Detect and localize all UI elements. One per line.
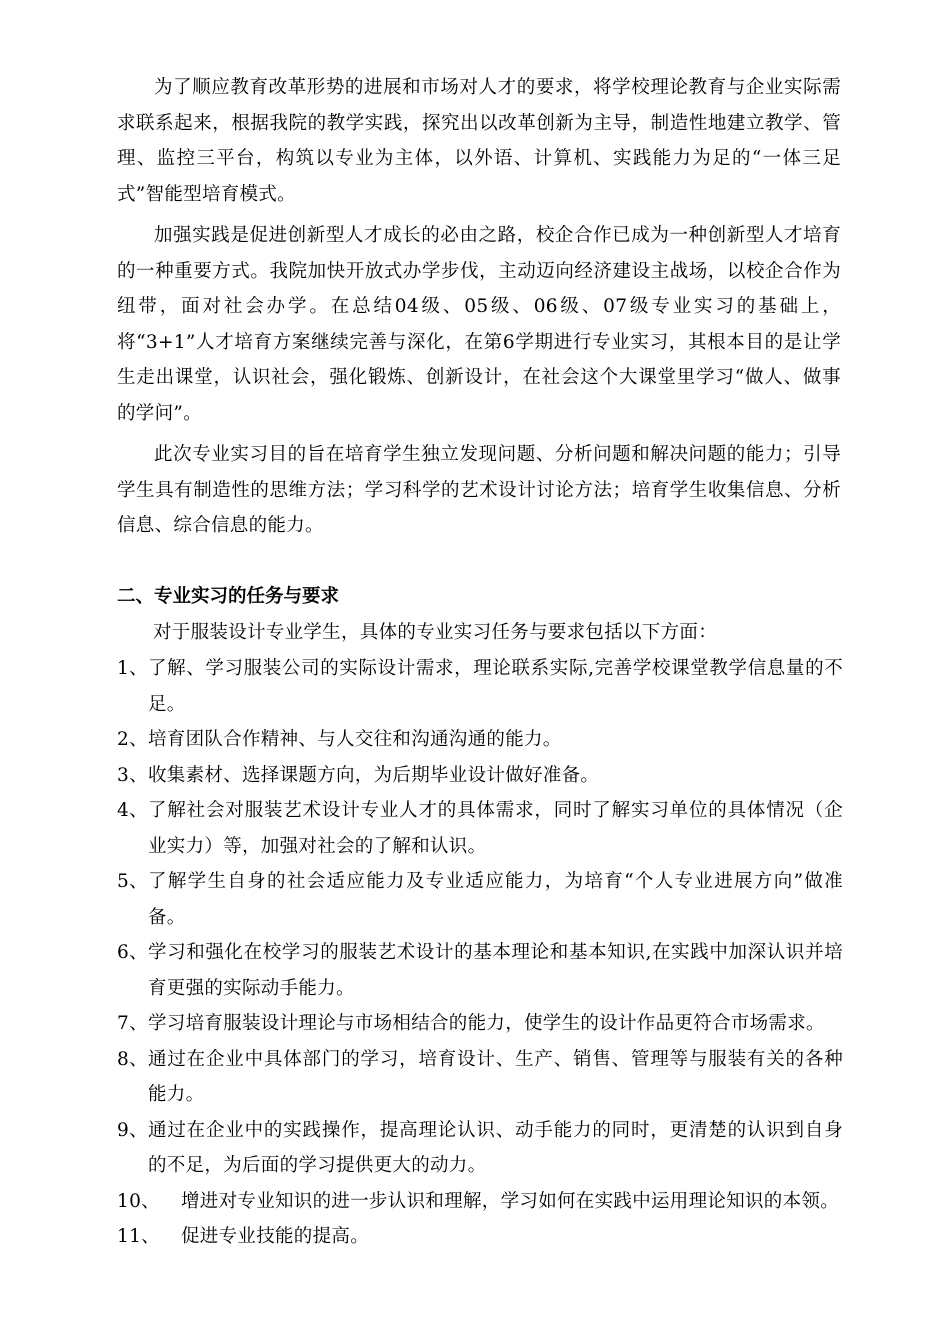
list-item-text: 培育团队合作精神、与人交往和沟通沟通的能力。 bbox=[148, 729, 562, 750]
list-item-number: 1、 bbox=[117, 658, 148, 679]
list-item bbox=[117, 1042, 843, 1113]
list-item-number: 6、 bbox=[117, 942, 148, 963]
list-item bbox=[117, 935, 843, 1006]
list-item-number: 2、 bbox=[117, 729, 148, 750]
list-item-text: 学习培育服装设计理论与市场相结合的能力，使学生的设计作品更符合市场需求。 bbox=[148, 1013, 825, 1034]
section-heading-tasks: 二、专业实习的任务与要求 bbox=[117, 586, 340, 607]
list-item-text: 了解、学习服装公司的实际设计需求，理论联系实际,完善学校课堂教学信息量的不足。 bbox=[148, 658, 843, 715]
list-item-text: 学习和强化在校学习的服装艺术设计的基本理论和基本知识,在实践中加深认识并培育更强的实际动手能力。 bbox=[148, 942, 843, 999]
list-item-number: 10、 bbox=[117, 1190, 160, 1212]
paragraph-intro-reform: 为了顺应教育改革形势的进展和市场对人才的要求，将学校理论教育与企业实际需求联系起来，根据我院的教学实践，探究出以改革创新为主导，制造性地建立教学、管理、监控三平台，构筑以专业为主体，以外语、计算机、实践能力为足的“一体三足式”智能型培育模式。 bbox=[117, 77, 841, 205]
list-item-number: 8、 bbox=[117, 1048, 148, 1070]
list-item bbox=[117, 1113, 843, 1184]
list-item-text: 增进对专业知识的进一步认识和理解，学习如何在实践中运用理论知识的本领。 bbox=[181, 1190, 840, 1212]
list-item-number: 4、 bbox=[117, 800, 148, 821]
list-item-text: 收集素材、选择课题方向，为后期毕业设计做好准备。 bbox=[148, 764, 600, 786]
list-item-number: 9、 bbox=[117, 1119, 148, 1141]
list-item-text: 通过在企业中的实践操作，提高理论认识、动手能力的同时，更清楚的认识到自身的不足，为后面的学习提供更大的动力。 bbox=[148, 1119, 843, 1176]
section-intro: 对于服装设计专业学生，具体的专业实习任务与要求包括以下方面： bbox=[153, 622, 718, 643]
list-item bbox=[117, 1184, 843, 1220]
list-item-number: 3、 bbox=[117, 764, 148, 786]
list-item bbox=[117, 758, 843, 794]
list-item-number: 5、 bbox=[117, 871, 148, 892]
list-item bbox=[117, 864, 843, 935]
list-item-text: 了解社会对服装艺术设计专业人才的具体需求，同时了解实习单位的具体情况（企业实力）等，加强对社会的了解和认识。 bbox=[148, 800, 843, 857]
list-item bbox=[117, 793, 843, 864]
list-item-text: 促进专业技能的提高。 bbox=[181, 1226, 370, 1247]
list-item-number: 7、 bbox=[117, 1013, 148, 1034]
paragraph-purpose: 此次专业实习目的旨在培育学生独立发现问题、分析问题和解决问题的能力；引导学生具有制造性的思维方法；学习科学的艺术设计讨论方法；培育学生收集信息、分析信息、综合信息的能力。 bbox=[117, 444, 841, 536]
list-item-text: 通过在企业中具体部门的学习，培育设计、生产、销售、管理等与服装有关的各种能力。 bbox=[148, 1048, 843, 1105]
list-item-number: 11、 bbox=[117, 1226, 160, 1247]
task-list bbox=[117, 651, 843, 1255]
list-item bbox=[117, 722, 843, 758]
list-item bbox=[117, 1219, 843, 1255]
list-item-text: 了解学生自身的社会适应能力及专业适应能力，为培育“个人专业进展方向”做准备。 bbox=[148, 871, 843, 928]
paragraph-practice: 加强实践是促进创新型人才成长的必由之路，校企合作已成为一种创新型人才培育的一种重要方式。我院加快开放式办学步伐，主动迈向经济建设主战场，以校企合作为纽带，面对社会办学。在总结04级、05级、06级、07级专业实习的基础上，将“3+1”人才培育方案继续完善与深化，在第6学期进行专业实习，其根本目的是让学生走出课堂，认识社会，强化锻炼、创新设计，在社会这个大课堂里学习“做人、做事的学问”。 bbox=[117, 225, 841, 424]
list-item bbox=[117, 1006, 843, 1042]
list-item bbox=[117, 651, 843, 722]
